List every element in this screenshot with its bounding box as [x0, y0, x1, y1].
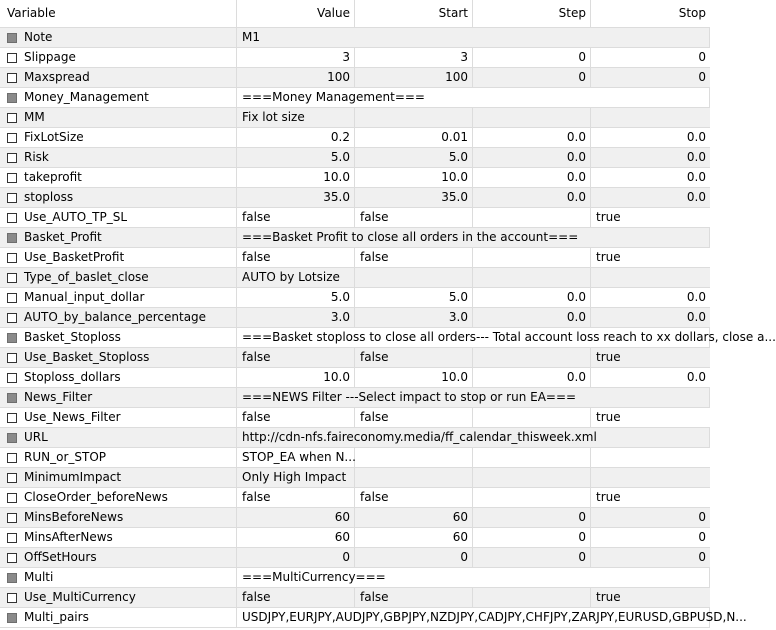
table-row[interactable]	[0, 248, 710, 268]
table-row[interactable]	[0, 28, 710, 48]
variable-name: AUTO_by_balance_percentage	[24, 310, 207, 324]
variable-name: Use_MultiCurrency	[24, 590, 136, 604]
variable-cell	[0, 168, 237, 187]
variable-cell	[0, 228, 237, 247]
value-cell[interactable]: 3	[237, 48, 355, 67]
stop-cell[interactable]: true	[596, 410, 621, 424]
optimize-checkbox[interactable]	[7, 133, 17, 143]
optimize-checkbox[interactable]	[7, 113, 17, 123]
stop-cell[interactable]: 0	[698, 50, 706, 64]
column-header-step[interactable]: Step	[473, 0, 591, 27]
grid-body	[0, 28, 776, 628]
variable-cell	[0, 108, 237, 127]
variable-name: Basket_Stoploss	[24, 330, 121, 344]
start-cell[interactable]	[355, 108, 473, 127]
stop-cell[interactable]: true	[596, 590, 621, 604]
column-header-stop[interactable]: Stop	[678, 6, 706, 20]
checkbox-disabled-icon	[7, 233, 17, 243]
variable-cell	[0, 48, 237, 67]
table-row[interactable]	[0, 468, 710, 488]
value-cell[interactable]: 5.0	[237, 288, 355, 307]
step-cell[interactable]	[473, 408, 591, 427]
variable-name: takeprofit	[24, 170, 82, 184]
value-cell[interactable]: false	[237, 408, 355, 427]
table-row[interactable]	[0, 308, 710, 328]
start-cell[interactable]: 100	[355, 68, 473, 87]
variable-name: MinimumImpact	[24, 470, 122, 484]
step-cell[interactable]	[473, 468, 591, 487]
variable-name: stoploss	[24, 190, 74, 204]
step-cell[interactable]: 0.0	[473, 308, 591, 327]
variable-name: Basket_Profit	[24, 230, 102, 244]
start-cell[interactable]: false	[355, 208, 473, 227]
variable-cell	[0, 608, 237, 627]
checkbox-disabled-icon	[7, 93, 17, 103]
variable-name: News_Filter	[24, 390, 93, 404]
optimize-checkbox[interactable]	[7, 193, 17, 203]
step-cell[interactable]: 0.0	[473, 288, 591, 307]
step-cell[interactable]: 0	[473, 68, 591, 87]
value-cell[interactable]: ===Basket stoploss to close all orders--- Total account loss reach to xx dollars, close a...	[237, 328, 710, 347]
stop-cell[interactable]	[591, 468, 710, 487]
variable-name: Use_Basket_Stoploss	[24, 350, 150, 364]
value-cell[interactable]: http://cdn-nfs.faireconomy.media/ff_calendar_thisweek.xml	[237, 428, 710, 447]
start-cell[interactable]: 35.0	[355, 188, 473, 207]
variable-name: FixLotSize	[24, 130, 84, 144]
stop-cell[interactable]: true	[596, 250, 621, 264]
table-row[interactable]	[0, 188, 710, 208]
stop-cell[interactable]	[591, 108, 710, 127]
optimize-checkbox[interactable]	[7, 373, 17, 383]
start-cell[interactable]: 0.01	[355, 128, 473, 147]
variable-cell	[0, 28, 237, 47]
value-cell[interactable]: 35.0	[237, 188, 355, 207]
stop-cell[interactable]: 0.0	[686, 190, 706, 204]
optimize-checkbox[interactable]	[7, 593, 17, 603]
start-cell[interactable]: 0	[355, 548, 473, 567]
start-cell[interactable]: 60	[355, 508, 473, 527]
start-cell[interactable]: false	[355, 348, 473, 367]
start-cell[interactable]	[355, 468, 473, 487]
value-cell[interactable]: 10.0	[237, 368, 355, 387]
table-row[interactable]	[0, 588, 710, 608]
step-cell[interactable]: 0	[473, 548, 591, 567]
checkbox-disabled-icon	[7, 333, 17, 343]
optimize-checkbox[interactable]	[7, 53, 17, 63]
variable-cell	[0, 468, 237, 487]
optimize-checkbox[interactable]	[7, 273, 17, 283]
stop-cell[interactable]: 0.0	[686, 170, 706, 184]
start-cell[interactable]: 5.0	[355, 288, 473, 307]
optimize-checkbox[interactable]	[7, 473, 17, 483]
value-cell[interactable]: ===Money Management===	[237, 88, 710, 107]
stop-cell[interactable]	[591, 448, 710, 467]
value-cell[interactable]: false	[237, 488, 355, 507]
variable-cell	[0, 288, 237, 307]
stop-cell[interactable]: 0.0	[686, 370, 706, 384]
optimize-checkbox[interactable]	[7, 313, 17, 323]
stop-cell[interactable]: true	[596, 350, 621, 364]
variable-cell	[0, 488, 237, 507]
step-cell[interactable]: 0.0	[473, 188, 591, 207]
table-row[interactable]	[0, 368, 710, 388]
start-cell[interactable]: 60	[355, 528, 473, 547]
table-row[interactable]	[0, 528, 710, 548]
step-cell[interactable]: 0.0	[473, 168, 591, 187]
variable-cell	[0, 368, 237, 387]
value-cell[interactable]: ===MultiCurrency===	[237, 568, 710, 587]
checkbox-disabled-icon	[7, 33, 17, 43]
value-cell[interactable]: 60	[237, 528, 355, 547]
variable-cell	[0, 88, 237, 107]
table-row[interactable]	[0, 88, 710, 108]
variable-name: Stoploss_dollars	[24, 370, 121, 384]
start-cell[interactable]: false	[355, 488, 473, 507]
value-cell[interactable]: false	[237, 588, 355, 607]
step-cell[interactable]	[473, 448, 591, 467]
table-row[interactable]	[0, 168, 710, 188]
table-row[interactable]	[0, 228, 710, 248]
stop-cell[interactable]: 0.0	[686, 310, 706, 324]
value-cell[interactable]: 0.2	[237, 128, 355, 147]
table-row[interactable]	[0, 548, 710, 568]
start-cell[interactable]: false	[355, 408, 473, 427]
optimize-checkbox[interactable]	[7, 173, 17, 183]
value-cell[interactable]: Fix lot size	[237, 108, 355, 127]
step-cell[interactable]	[473, 108, 591, 127]
value-cell[interactable]: 60	[237, 508, 355, 527]
start-cell[interactable]: 10.0	[355, 168, 473, 187]
variable-name: Use_News_Filter	[24, 410, 121, 424]
stop-cell[interactable]: 0.0	[686, 130, 706, 144]
value-cell[interactable]: 10.0	[237, 168, 355, 187]
start-cell[interactable]	[355, 448, 473, 467]
stop-cell[interactable]: 0.0	[686, 150, 706, 164]
value-cell[interactable]: false	[237, 248, 355, 267]
table-row[interactable]	[0, 68, 710, 88]
start-cell[interactable]: 5.0	[355, 148, 473, 167]
stop-cell[interactable]: 0	[698, 530, 706, 544]
variable-name: RUN_or_STOP	[24, 450, 107, 464]
variable-cell	[0, 308, 237, 327]
optimize-checkbox[interactable]	[7, 493, 17, 503]
variable-cell	[0, 548, 237, 567]
optimize-checkbox[interactable]	[7, 73, 17, 83]
table-row[interactable]	[0, 608, 747, 628]
optimize-checkbox[interactable]	[7, 453, 17, 463]
variable-name: URL	[24, 430, 48, 444]
value-cell[interactable]: false	[237, 208, 355, 227]
variable-cell	[0, 408, 237, 427]
variable-name: Manual_input_dollar	[24, 290, 145, 304]
variable-name: Use_AUTO_TP_SL	[24, 210, 128, 224]
step-cell[interactable]: 0	[473, 508, 591, 527]
variable-cell	[0, 568, 237, 587]
stop-cell[interactable]: true	[596, 210, 621, 224]
checkbox-disabled-icon	[7, 613, 17, 623]
optimize-checkbox[interactable]	[7, 353, 17, 363]
table-row[interactable]	[0, 448, 710, 468]
step-cell[interactable]: 0.0	[473, 128, 591, 147]
start-cell[interactable]: 3	[355, 48, 473, 67]
stop-cell[interactable]: 0	[698, 70, 706, 84]
variable-cell	[0, 248, 237, 267]
column-header-variable[interactable]: Variable	[0, 0, 237, 27]
step-cell[interactable]	[473, 488, 591, 507]
variable-cell	[0, 68, 237, 87]
step-cell[interactable]: 0	[473, 528, 591, 547]
table-row[interactable]	[0, 208, 710, 228]
optimize-checkbox[interactable]	[7, 293, 17, 303]
value-cell[interactable]: STOP_EA when N...	[237, 448, 355, 467]
optimize-checkbox[interactable]	[7, 413, 17, 423]
variable-name: Type_of_baslet_close	[24, 270, 149, 284]
table-row[interactable]	[0, 408, 710, 428]
table-row[interactable]	[0, 508, 710, 528]
table-row[interactable]	[0, 128, 710, 148]
variable-name: CloseOrder_beforeNews	[24, 490, 168, 504]
value-cell[interactable]: 3.0	[237, 308, 355, 327]
variable-cell	[0, 148, 237, 167]
stop-cell[interactable]: 0	[698, 550, 706, 564]
step-cell[interactable]	[473, 208, 591, 227]
value-cell[interactable]: false	[237, 348, 355, 367]
variable-cell	[0, 188, 237, 207]
variable-name: Multi_pairs	[24, 610, 89, 624]
value-cell[interactable]: USDJPY,EURJPY,AUDJPY,GBPJPY,NZDJPY,CADJPY,CHFJPY,ZARJPY,EURUSD,GBPUSD,N...	[237, 608, 710, 627]
variable-name: Money_Management	[24, 90, 149, 104]
optimize-checkbox[interactable]	[7, 533, 17, 543]
variable-cell	[0, 428, 237, 447]
variable-cell	[0, 448, 237, 467]
variable-name: MinsBeforeNews	[24, 510, 124, 524]
value-cell[interactable]: M1	[237, 28, 710, 47]
variable-name: MinsAfterNews	[24, 530, 113, 544]
value-cell[interactable]: ===Basket Profit to close all orders in the account===	[237, 228, 710, 247]
variable-cell	[0, 268, 237, 287]
table-row[interactable]	[0, 328, 776, 348]
variable-cell	[0, 208, 237, 227]
variable-cell	[0, 528, 237, 547]
variable-name: Use_BasketProfit	[24, 250, 125, 264]
table-row[interactable]	[0, 268, 710, 288]
stop-cell[interactable]: 0	[698, 510, 706, 524]
variable-name: Multi	[24, 570, 54, 584]
variable-name: Risk	[24, 150, 49, 164]
table-row[interactable]	[0, 108, 710, 128]
step-cell[interactable]	[473, 248, 591, 267]
variable-name: Slippage	[24, 50, 76, 64]
table-row[interactable]	[0, 388, 710, 408]
step-cell[interactable]: 0	[473, 48, 591, 67]
table-row[interactable]	[0, 148, 710, 168]
checkbox-disabled-icon	[7, 573, 17, 583]
step-cell[interactable]	[473, 588, 591, 607]
variable-name: MM	[24, 110, 45, 124]
column-header-start[interactable]: Start	[355, 0, 473, 27]
table-row[interactable]	[0, 348, 710, 368]
checkbox-disabled-icon	[7, 433, 17, 443]
value-cell[interactable]: AUTO by Lotsize	[237, 268, 355, 287]
start-cell[interactable]: 10.0	[355, 368, 473, 387]
variable-cell	[0, 588, 237, 607]
step-cell[interactable]	[473, 348, 591, 367]
variable-cell	[0, 508, 237, 527]
table-row[interactable]	[0, 48, 710, 68]
stop-cell[interactable]: true	[596, 490, 621, 504]
value-cell[interactable]: ===NEWS Filter ---Select impact to stop or run EA===	[237, 388, 710, 407]
variable-cell	[0, 328, 237, 347]
start-cell[interactable]: false	[355, 248, 473, 267]
table-row[interactable]	[0, 568, 710, 588]
table-row[interactable]	[0, 288, 710, 308]
variable-name: Note	[24, 30, 53, 44]
optimize-checkbox[interactable]	[7, 213, 17, 223]
optimize-checkbox[interactable]	[7, 553, 17, 563]
value-cell[interactable]: 5.0	[237, 148, 355, 167]
start-cell[interactable]: false	[355, 588, 473, 607]
table-row[interactable]	[0, 488, 710, 508]
column-header-value[interactable]: Value	[237, 0, 355, 27]
stop-cell[interactable]: 0.0	[686, 290, 706, 304]
start-cell[interactable]: 3.0	[355, 308, 473, 327]
start-cell[interactable]	[355, 268, 473, 287]
value-cell[interactable]: 100	[237, 68, 355, 87]
value-cell[interactable]: Only High Impact	[237, 468, 355, 487]
step-cell[interactable]	[473, 268, 591, 287]
step-cell[interactable]: 0.0	[473, 368, 591, 387]
step-cell[interactable]: 0.0	[473, 148, 591, 167]
variable-name: Maxspread	[24, 70, 90, 84]
optimize-checkbox[interactable]	[7, 153, 17, 163]
variable-cell	[0, 128, 237, 147]
grid-header	[0, 0, 710, 28]
value-cell[interactable]: 0	[237, 548, 355, 567]
variable-cell	[0, 348, 237, 367]
variable-name: OffSetHours	[24, 550, 97, 564]
stop-cell[interactable]	[591, 268, 710, 287]
checkbox-disabled-icon	[7, 393, 17, 403]
variable-cell	[0, 388, 237, 407]
optimize-checkbox[interactable]	[7, 513, 17, 523]
table-row[interactable]	[0, 428, 710, 448]
optimize-checkbox[interactable]	[7, 253, 17, 263]
